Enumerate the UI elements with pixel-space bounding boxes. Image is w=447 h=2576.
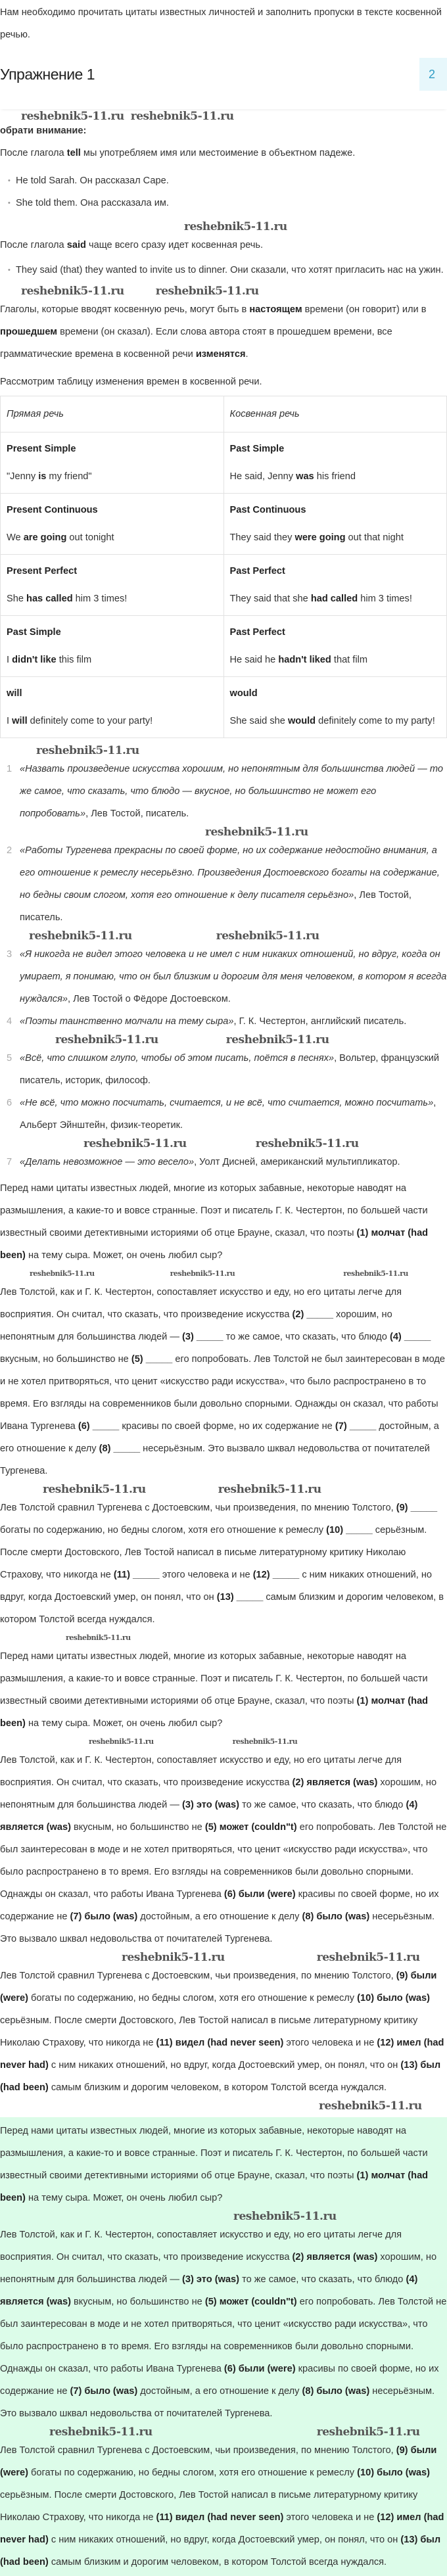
text-segment: с ним никаких отношений, но вдруг, когда Достоевский умер, он понял, что он xyxy=(48,2535,401,2545)
table-intro: Рассмотрим таблицу изменения времен в косвенной речи. xyxy=(0,377,262,387)
table-row xyxy=(1,433,447,494)
text-segment: несерьёзным. Это вызвало шквал недовольства от почитателей Тургенева. xyxy=(0,1911,435,1944)
quote-item xyxy=(8,943,447,1010)
text-segment: богаты по содержанию, но бедны слогом, хотя его отношение к ремеслу xyxy=(28,1993,358,2003)
bold-text: настоящем xyxy=(249,304,302,315)
watermark-row xyxy=(0,1735,447,1749)
text-segment: богаты по содержанию, но бедны слогом, хотя его отношение к ремеслу xyxy=(28,2468,358,2478)
quote-author: , Лев Тостой, писатель. xyxy=(20,890,412,923)
watermark: reshebnik5-11.ru xyxy=(29,929,132,943)
text-segment: богаты по содержанию, но бедны слогом, хотя его отношение к ремеслу xyxy=(0,1525,327,1535)
text-segment: definitely come to my party! xyxy=(316,716,435,726)
text-segment: "Jenny xyxy=(7,471,39,482)
watermark-row-item xyxy=(8,929,447,943)
reported-tense: Past Perfect xyxy=(229,627,285,638)
text-segment: несерьёзным. Это вызвало шквал недовольства от почитателей Тургенева. xyxy=(0,2386,435,2419)
bold-text: (9) были (were) xyxy=(0,1971,437,2003)
text-segment: хорошим, но непонятным для большинства людей — xyxy=(0,1309,392,1342)
bold-text: (13) _____ xyxy=(216,1592,264,1603)
text-segment: на тему сыра. Может, он очень любил сыр? xyxy=(25,2193,223,2203)
tell-examples xyxy=(0,170,447,214)
table-header-row xyxy=(1,396,447,433)
text-segment: его попробовать. Лев Толстой не был заинтересован в моде и не хотел притворяться, что ценит «искусство ради искусства», что было распространено в то время. Его взгляды на современников были довольно спорными. Однажды он сказал, что работы Ивана Тургенева xyxy=(0,1822,447,1900)
quote-item xyxy=(8,1047,447,1092)
text-segment: Перед нами цитаты известных людей, многие из которых забавные, некоторые наводят на размышления, а какие-то и вовсе странные. Поэт и писатель Г. К. Честертон, по большей части известный своими детективными историями об отце Брауне, сказал, что поэты xyxy=(0,1183,428,1238)
bold-text: hadn't liked xyxy=(278,655,331,665)
direct-tense: Present Continuous xyxy=(7,505,98,515)
bold-text: (1) молчат (had been) xyxy=(0,1228,429,1261)
quote-item xyxy=(8,1010,447,1033)
direct-example xyxy=(7,716,153,726)
text-segment: достойным, а его отношение к делу xyxy=(137,2386,302,2397)
reported-tense: Past Perfect xyxy=(229,566,285,576)
example-item: • They said (that) they wanted to invite us to dinner. Они сказали, что хотят пригласить нас на ужин. xyxy=(16,262,447,279)
quote-number: 3 xyxy=(7,949,12,960)
bold-text: изменятся xyxy=(195,349,246,360)
tenses-rule xyxy=(0,298,447,365)
watermark-row xyxy=(0,1482,447,1497)
bold-text: (5) может (couldn"t) xyxy=(204,2297,297,2307)
text-segment: достойным, а его отношение к делу xyxy=(137,1911,302,1922)
quote-item xyxy=(8,839,447,929)
bold-text: (6) были (were) xyxy=(224,1889,296,1900)
text-segment: She said she xyxy=(229,716,288,726)
paragraph xyxy=(0,1281,447,1482)
watermark: reshebnik5-11.ru xyxy=(21,110,124,123)
watermark: reshebnik5-11.ru xyxy=(216,929,319,943)
quote-text: «Не всё, что можно посчитать, считается, и не всё, что считается, можно посчитать» xyxy=(20,1098,434,1108)
quote-author: , Уолт Дисней, американский мультипликатор. xyxy=(194,1157,400,1167)
text-segment: самым близким и дорогим человеком, в котором Толстой всегда нуждался. xyxy=(48,2082,387,2093)
bold-text: (2) является (was) xyxy=(292,2252,378,2262)
text-segment: то же самое, что сказать, что блюдо xyxy=(223,1332,390,1342)
bold-text: tell xyxy=(66,148,81,158)
reported-tense: Past Simple xyxy=(229,444,285,454)
reported-tense: would xyxy=(229,688,258,699)
text-segment: этого человека и не xyxy=(283,2038,377,2048)
text-segment: Лев Толстой сравнил Тургенева с Достоевским, чьи произведения, по мнению Толстого, xyxy=(0,1971,396,1981)
text-segment: этого человека и не xyxy=(283,2512,377,2523)
watermark: reshebnik5-11.ru xyxy=(170,1269,235,1278)
table-row xyxy=(1,494,447,555)
watermark: reshebnik5-11.ru xyxy=(218,1483,321,1496)
direct-cell xyxy=(1,494,224,555)
bold-text: (4) _____ xyxy=(389,1332,431,1342)
bold-text: were going xyxy=(294,532,346,543)
table-row xyxy=(1,677,447,738)
text-segment: Лев Толстой, как и Г. К. Честертон, сопоставляет искусство и еду, но его цитаты легче для восприятия. Он считал, что сказать, что произведение искусства xyxy=(0,1287,402,1320)
quote-number: 7 xyxy=(7,1157,12,1167)
watermark-row xyxy=(0,284,447,298)
text-segment: серьёзным. После смерти Достовского, Лев Тостой написал в письме литературному критику Николаю Страхову, что никогда не xyxy=(0,1525,427,1580)
text-segment: him 3 times! xyxy=(358,594,412,604)
bold-text: (6) _____ xyxy=(78,1421,120,1432)
quote-author: , Лев Тостой, писатель. xyxy=(85,808,189,819)
quote-text: «Поэты таинственно молчали на тему сыра» xyxy=(20,1016,234,1027)
paragraph xyxy=(0,1177,447,1267)
text-segment: вкусным, но большинство не xyxy=(70,1822,205,1833)
column-header-direct: Прямая речь xyxy=(1,396,224,433)
watermark: reshebnik5-11.ru xyxy=(30,1269,95,1278)
quote-author: , Г. К. Честертон, английский писатель. xyxy=(233,1016,407,1027)
answer-text-highlighted xyxy=(0,2117,447,2576)
bold-text: is xyxy=(38,471,47,482)
bold-text: (12) _____ xyxy=(252,1570,300,1580)
bold-text: (11) видел (had never seen) xyxy=(156,2512,284,2523)
text-segment: После глагола xyxy=(0,240,67,250)
text-segment: Перед нами цитаты известных людей, многие из которых забавные, некоторые наводят на размышления, а какие-то и вовсе странные. Поэт и писатель Г. К. Честертон, по большей части известный своими детективными историями об отце Брауне, сказал, что поэты xyxy=(0,1651,428,1706)
bold-text: (10) было (was) xyxy=(357,1993,431,2003)
text-segment: . xyxy=(245,349,248,360)
reported-tense: Past Continuous xyxy=(229,505,306,515)
tense-table xyxy=(0,396,447,738)
table-row xyxy=(1,555,447,616)
watermark: reshebnik5-11.ru xyxy=(343,1269,408,1278)
text-segment: мы употребляем имя или местоимение в объектном падеже. xyxy=(80,148,356,158)
text-segment: He said, Jenny xyxy=(229,471,296,482)
text-segment: Перед нами цитаты известных людей, многие из которых забавные, некоторые наводят на размышления, а какие-то и вовсе странные. Поэт и писатель Г. К. Честертон, по большей части известный своими детективными историями об отце Брауне, сказал, что поэты xyxy=(0,2126,428,2181)
watermark: reshebnik5-11.ru xyxy=(130,110,234,123)
watermark: reshebnik5-11.ru xyxy=(49,2425,153,2439)
reported-example xyxy=(230,716,435,726)
bold-text: (13) был (had been) xyxy=(0,2060,441,2093)
text-segment: She xyxy=(7,594,27,604)
quote-text: «Я никогда не видел этого человека и не имел с ним никаких отношений, но вдруг, когда он умирает, я понимаю, что он был близким и дорогим для меня человеком, в котором я всегда нуждался» xyxy=(20,949,447,1004)
bold-text: (12) имел (had never had) xyxy=(0,2038,444,2071)
reported-example xyxy=(230,532,404,543)
bold-text: (5) _____ xyxy=(131,1354,173,1365)
bold-text: said xyxy=(66,240,86,250)
exercise-title: Упражнение 1 xyxy=(0,66,95,83)
table-row xyxy=(1,616,447,677)
reported-example xyxy=(230,471,356,482)
paragraph xyxy=(0,1645,447,1735)
text-segment: серьёзным. После смерти Достовского, Лев Тостой написал в письме литературному критику Николаю Страхову, что никогда не xyxy=(0,2490,418,2523)
task-description: Нам необходимо прочитать цитаты известных личностей и заполнить пропуски в тексте косвенной речью. xyxy=(0,7,442,40)
text-segment: на тему сыра. Может, он очень любил сыр? xyxy=(25,1718,223,1729)
bold-text: had called xyxy=(310,594,358,604)
paragraph xyxy=(0,1497,447,1631)
quote-number: 5 xyxy=(7,1053,12,1064)
direct-tense: Past Simple xyxy=(7,627,61,638)
direct-cell xyxy=(1,433,224,494)
example-item: • He told Sarah. Он рассказал Саре. xyxy=(16,170,447,192)
text-segment: We xyxy=(7,532,24,543)
watermark-row xyxy=(0,2099,447,2113)
bold-text: (3) _____ xyxy=(182,1332,224,1342)
direct-example xyxy=(7,532,114,543)
text-segment: самым близким и дорогим человеком, в котором Толстой всегда нуждался. xyxy=(48,2557,387,2567)
bold-text: (13) был (had been) xyxy=(0,2535,441,2567)
watermark-row xyxy=(0,109,447,124)
text-segment: самым близким и дорогим человеком, в котором Толстой всегда нуждался. xyxy=(0,1592,444,1625)
watermark: reshebnik5-11.ru xyxy=(21,285,124,298)
reported-cell xyxy=(224,433,447,494)
exercise-text xyxy=(0,1177,447,1645)
text-segment: Лев Толстой сравнил Тургенева с Достоевским, чьи произведения, по мнению Толстого, xyxy=(0,2445,396,2456)
watermark: reshebnik5-11.ru xyxy=(319,2099,422,2113)
text-segment: I xyxy=(7,655,12,665)
text-segment: этого человека и не xyxy=(159,1570,253,1580)
text-segment: времени (он говорит) или в xyxy=(302,304,427,315)
quote-item xyxy=(8,758,447,825)
watermark-row xyxy=(0,743,447,758)
text-segment: Глаголы, которые вводят косвенную речь, могут быть в xyxy=(0,304,250,315)
paragraph xyxy=(0,1965,447,2099)
watermark: reshebnik5-11.ru xyxy=(232,1737,298,1746)
text-segment: времени (он сказал). Если слова автора стоят в прошедшем времени, все грамматические времена в косвенной речи xyxy=(0,327,392,360)
direct-cell xyxy=(1,555,224,616)
watermark: reshebnik5-11.ru xyxy=(83,1137,187,1150)
bold-text: (12) имел (had never had) xyxy=(0,2512,444,2545)
text-segment: вкусным, но большинство не xyxy=(70,2297,205,2307)
bold-text: прошедшем xyxy=(0,327,58,337)
watermark: reshebnik5-11.ru xyxy=(205,826,308,839)
bold-text: (3) это (was) xyxy=(182,2274,240,2285)
text-segment: They said that she xyxy=(229,594,311,604)
text-segment: чаще всего сразу идет косвенная речь. xyxy=(85,240,264,250)
bold-text: (4) является (was) xyxy=(0,1800,418,1833)
quote-number: 6 xyxy=(7,1098,12,1108)
bold-text: has called xyxy=(26,594,73,604)
bold-text: (8) было (was) xyxy=(302,1911,370,1922)
text-segment: that film xyxy=(331,655,367,665)
direct-cell xyxy=(1,677,224,738)
bold-text: (3) это (was) xyxy=(182,1800,240,1810)
watermark: reshebnik5-11.ru xyxy=(316,2425,420,2439)
watermark: reshebnik5-11.ru xyxy=(89,1737,154,1746)
bold-text: didn't like xyxy=(12,655,57,665)
text-segment: Лев Толстой сравнил Тургенева с Достоевским, чьи произведения, по мнению Толстого, xyxy=(0,1503,396,1513)
watermark: reshebnik5-11.ru xyxy=(36,744,139,757)
example-item: • She told them. Она рассказала им. xyxy=(16,192,447,214)
watermark: reshebnik5-11.ru xyxy=(316,1951,420,1964)
text-segment: definitely come to your party! xyxy=(27,716,153,726)
bold-text: (1) молчат (had been) xyxy=(0,2170,429,2203)
bold-text: was xyxy=(296,471,314,482)
bold-text: (5) может (couldn"t) xyxy=(204,1822,297,1833)
watermark-row-item xyxy=(8,825,447,839)
watermark: reshebnik5-11.ru xyxy=(233,2210,337,2223)
quote-text: «Работы Тургенева прекрасны по своей форме, но их содержание недостойно внимания, а его отношение к ремеслу несерьёзно. Произведения Достоевского богаты на содержание, но бедны своим слогом, хотя его отношение к делу писателя серьёзно» xyxy=(20,845,440,901)
direct-example xyxy=(7,594,127,604)
watermark-row-item xyxy=(8,1033,447,1047)
bold-text: (7) было (was) xyxy=(70,1911,138,1922)
paragraph xyxy=(0,1749,447,1950)
text-segment: на тему сыра. Может, он очень любил сыр? xyxy=(25,1250,223,1261)
watermark: reshebnik5-11.ru xyxy=(155,285,259,298)
bold-text: (6) были (were) xyxy=(224,2364,296,2374)
direct-example xyxy=(7,471,92,482)
bold-text: (7) было (was) xyxy=(70,2386,138,2397)
bold-text: (7) _____ xyxy=(335,1421,377,1432)
tell-rule xyxy=(0,142,447,164)
bold-text: would xyxy=(287,716,316,726)
text-segment: то же самое, что сказать, что блюдо xyxy=(239,1800,406,1810)
answer-text xyxy=(0,1645,447,2113)
watermark: reshebnik5-11.ru xyxy=(225,1033,329,1046)
paragraph xyxy=(0,2224,447,2425)
bold-text: (8) _____ xyxy=(99,1443,141,1454)
watermark-row-item xyxy=(8,1136,447,1151)
reported-example xyxy=(230,594,412,604)
reported-cell xyxy=(224,555,447,616)
column-header-reported: Косвенная речь xyxy=(224,396,447,433)
watermark: reshebnik5-11.ru xyxy=(43,1483,146,1496)
exercise-header xyxy=(0,46,447,109)
watermark-row xyxy=(0,1267,447,1281)
said-examples xyxy=(0,262,447,279)
reported-example xyxy=(230,655,368,665)
watermark-row xyxy=(8,1136,447,1151)
watermark-row xyxy=(0,220,447,234)
text-segment: this film xyxy=(56,655,92,665)
direct-tense: Present Perfect xyxy=(7,566,78,576)
text-segment: хорошим, но непонятным для большинства людей — xyxy=(0,1777,437,1810)
watermark-row xyxy=(0,2209,447,2224)
quote-number: 2 xyxy=(7,845,12,856)
watermark: reshebnik5-11.ru xyxy=(122,1951,225,1964)
text-segment: красивы по своей форме, но их содержание не xyxy=(0,2364,439,2397)
bold-text: (8) было (was) xyxy=(302,2386,370,2397)
direct-tense: Present Simple xyxy=(7,444,76,454)
direct-tense: will xyxy=(7,688,22,699)
bold-text: (4) является (was) xyxy=(0,2274,418,2307)
bold-text: (9) _____ xyxy=(396,1503,438,1513)
text-segment: достойным, а его отношение к делу xyxy=(0,1421,439,1454)
text-segment: my friend" xyxy=(46,471,92,482)
text-segment: They said they xyxy=(229,532,295,543)
text-segment: красивы по своей форме, но их содержание не xyxy=(119,1421,335,1432)
direct-example xyxy=(7,655,91,665)
text-segment: с ним никаких отношений, но вдруг, когда Достоевский умер, он понял, что он xyxy=(48,2060,401,2071)
text-segment: out tonight xyxy=(66,532,114,543)
watermark-row xyxy=(0,1950,447,1965)
text-segment: his friend xyxy=(314,471,356,482)
text-segment: He said he xyxy=(229,655,279,665)
quote-author: , Альберт Эйнштейн, физик-теоретик. xyxy=(20,1098,436,1131)
paragraph xyxy=(0,2439,447,2573)
paragraph xyxy=(0,2120,447,2209)
quote-text: «Всё, что слишком глупо, чтобы об этом писать, поётся в песнях» xyxy=(20,1053,335,1064)
bold-text: (2) является (was) xyxy=(292,1777,378,1788)
quote-author: , Лев Тостой о Фёдоре Достоевском. xyxy=(68,994,231,1004)
watermark-row xyxy=(8,825,447,839)
watermark: reshebnik5-11.ru xyxy=(184,220,287,233)
text-segment: После глагола xyxy=(0,148,67,158)
text-segment: его попробовать. Лев Толстой не был заинтересован в моде и не хотел притворяться, что ценит «искусство ради искусства», что было распространено в то время. Его взгляды на современников были довольно спорными. Однажды он сказал, что работы Ивана Тургенева xyxy=(0,2297,447,2374)
text-segment: Лев Толстой, как и Г. К. Честертон, сопоставляет искусство и еду, но его цитаты легче для восприятия. Он считал, что сказать, что произведение искусства xyxy=(0,2230,402,2262)
bold-text: (1) молчат (had been) xyxy=(0,1696,429,1729)
quotes-list xyxy=(0,758,447,1173)
bold-text: (10) _____ xyxy=(326,1525,373,1535)
text-segment: вкусным, но большинство не xyxy=(0,1354,131,1365)
text-segment: то же самое, что сказать, что блюдо xyxy=(239,2274,406,2285)
bold-text: will xyxy=(12,716,28,726)
quote-number: 1 xyxy=(7,764,12,774)
watermark: reshebnik5-11.ru xyxy=(255,1137,359,1150)
bold-text: (9) были (were) xyxy=(0,2445,437,2478)
text-segment: его попробовать. Лев Толстой не был заинтересован в моде и не хотел притворяться, что ценит «искусство ради искусства», что было распространено в то время. Его взгляды на современников были довольно спорными. Однажды он сказал, что работы Ивана Тургенева xyxy=(0,1354,445,1432)
text-segment: красивы по своей форме, но их содержание не xyxy=(0,1889,439,1922)
text-segment: him 3 times! xyxy=(72,594,128,604)
watermark: reshebnik5-11.ru xyxy=(66,1633,131,1642)
quote-author: , Вольтер, французский писатель, историк, философ. xyxy=(20,1053,440,1086)
bold-text: (11) видел (had never seen) xyxy=(156,2038,284,2048)
watermark-row xyxy=(8,1033,447,1047)
watermark-row xyxy=(0,2425,447,2439)
text-segment: out that night xyxy=(345,532,404,543)
bold-text: (10) было (was) xyxy=(357,2468,431,2478)
said-rule xyxy=(0,234,447,256)
text-segment: хорошим, но непонятным для большинства людей — xyxy=(0,2252,437,2285)
text-segment: серьёзным. После смерти Достовского, Лев Тостой написал в письме литературному критику Николаю Страхову, что никогда не xyxy=(0,2015,418,2048)
watermark-row xyxy=(8,929,447,943)
bold-text: (2) _____ xyxy=(292,1309,333,1320)
direct-cell xyxy=(1,616,224,677)
bold-text: (11) _____ xyxy=(113,1570,160,1580)
reported-cell xyxy=(224,677,447,738)
text-segment: несерьёзным. Это вызвало шквал недовольства от почитателей Тургенева. xyxy=(0,1443,430,1476)
text-segment: Лев Толстой, как и Г. К. Честертон, сопоставляет искусство и еду, но его цитаты легче для восприятия. Он считал, что сказать, что произведение искусства xyxy=(0,1755,402,1788)
exercise-page-badge[interactable]: 2 xyxy=(419,58,447,91)
bold-text: are going xyxy=(23,532,67,543)
quote-text: «Делать невозможное — это весело» xyxy=(20,1157,195,1167)
text-segment: с ним никаких отношений, но вдруг, когда Достоевский умер, он понял, что он xyxy=(0,1570,433,1603)
text-segment: I xyxy=(7,716,12,726)
watermark: reshebnik5-11.ru xyxy=(55,1033,158,1046)
watermark-row xyxy=(0,1631,447,1645)
note-heading: обрати внимание: xyxy=(0,126,87,136)
reported-cell xyxy=(224,494,447,555)
quote-item xyxy=(8,1092,447,1136)
quote-item xyxy=(8,1151,447,1173)
reported-cell xyxy=(224,616,447,677)
quote-number: 4 xyxy=(7,1016,12,1027)
quote-text: «Назвать произведение искусства хорошим, но непонятным для большинства людей — то же самое, что сказать, что блюдо — вкусное, но большинство не может его попробовать» xyxy=(20,764,443,819)
